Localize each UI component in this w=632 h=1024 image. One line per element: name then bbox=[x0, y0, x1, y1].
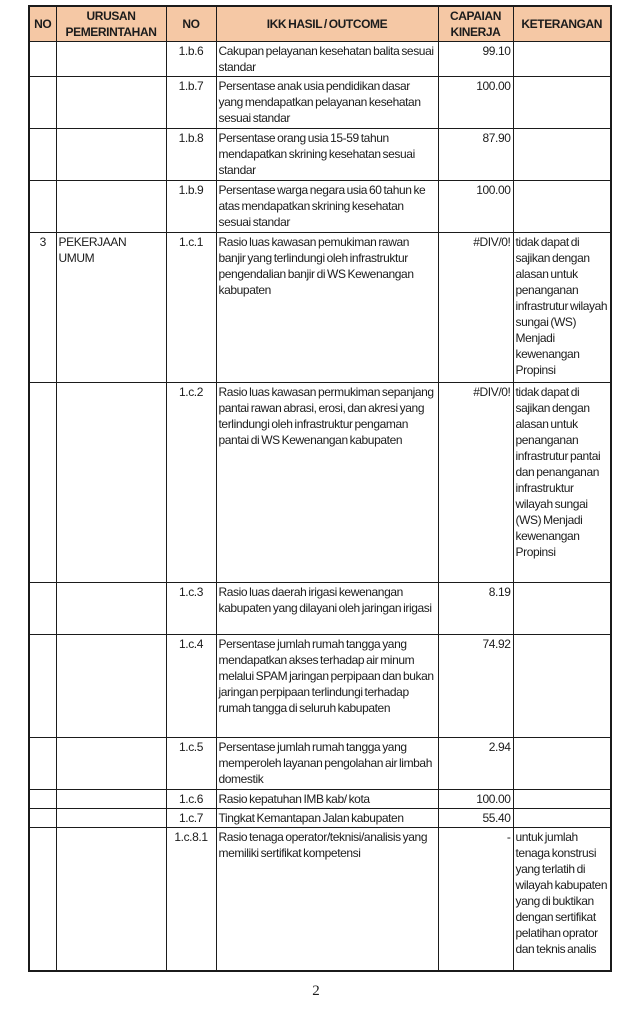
cell-urusan bbox=[56, 790, 166, 809]
cell-keterangan: untuk jumlah tenaga konstrusi yang terlatih di wilayah kabupaten yang di buktikan dengan sertifikat pelatihan oprator dan teknis analis bbox=[513, 828, 611, 971]
cell-urusan bbox=[56, 635, 166, 738]
cell-urusan bbox=[56, 77, 166, 129]
cell-urusan bbox=[56, 583, 166, 635]
column-header-capaian: CAPAIAN KINERJA bbox=[438, 6, 513, 42]
table-row bbox=[29, 790, 611, 809]
cell-ikk-no: 1.c.8.1 bbox=[166, 828, 216, 971]
cell-ikk-no: 1.b.6 bbox=[166, 42, 216, 77]
column-header-no2: NO bbox=[166, 6, 216, 42]
cell-capaian: 87.90 bbox=[438, 129, 513, 181]
cell-outcome: Persentase jumlah rumah tangga yang memperoleh layanan pengolahan air limbah domestik bbox=[216, 738, 438, 790]
ikk-table bbox=[28, 5, 612, 972]
table-row bbox=[29, 583, 611, 635]
cell-capaian: 8.19 bbox=[438, 583, 513, 635]
table-row bbox=[29, 738, 611, 790]
cell-keterangan bbox=[513, 583, 611, 635]
cell-outcome: Persentase jumlah rumah tangga yang mendapatkan akses terhadap air minum melalui SPAM jaringan perpipaan dan bukan jaringan perpipaan terlindungi terhadap rumah tangga di seluruh kabupaten bbox=[216, 635, 438, 738]
cell-outcome: Rasio tenaga operator/teknisi/analisis yang memiliki sertifikat kompetensi bbox=[216, 828, 438, 971]
cell-outcome: Persentase anak usia pendidikan dasar yang mendapatkan pelayanan kesehatan sesuai standar bbox=[216, 77, 438, 129]
cell-capaian: #DIV/0! bbox=[438, 233, 513, 383]
cell-ikk-no: 1.c.3 bbox=[166, 583, 216, 635]
cell-outcome: Rasio luas daerah irigasi kewenangan kabupaten yang dilayani oleh jaringan irigasi bbox=[216, 583, 438, 635]
cell-outcome: Rasio kepatuhan IMB kab/ kota bbox=[216, 790, 438, 809]
cell-ikk-no: 1.b.8 bbox=[166, 129, 216, 181]
cell-no bbox=[29, 181, 56, 233]
cell-no bbox=[29, 383, 56, 583]
cell-no bbox=[29, 583, 56, 635]
cell-capaian: 74.92 bbox=[438, 635, 513, 738]
cell-no bbox=[29, 42, 56, 77]
table-row bbox=[29, 233, 611, 383]
cell-outcome: Cakupan pelayanan kesehatan balita sesuai standar bbox=[216, 42, 438, 77]
cell-no bbox=[29, 738, 56, 790]
table-row bbox=[29, 635, 611, 738]
cell-outcome: Persentase orang usia 15-59 tahun mendapatkan skrining kesehatan sesuai standar bbox=[216, 129, 438, 181]
table-header-row bbox=[29, 6, 611, 42]
table-row bbox=[29, 828, 611, 971]
cell-outcome: Rasio luas kawasan permukiman sepanjang pantai rawan abrasi, erosi, dan akresi yang terlindungi oleh infrastruktur pengaman pantai di WS Kewenangan kabupaten bbox=[216, 383, 438, 583]
cell-urusan bbox=[56, 828, 166, 971]
cell-capaian: 100.00 bbox=[438, 77, 513, 129]
column-header-no1: NO bbox=[29, 6, 56, 42]
cell-keterangan bbox=[513, 181, 611, 233]
cell-urusan bbox=[56, 129, 166, 181]
cell-keterangan bbox=[513, 809, 611, 828]
column-header-outcome: IKK HASIL / OUTCOME bbox=[216, 6, 438, 42]
table-row bbox=[29, 181, 611, 233]
cell-ikk-no: 1.c.4 bbox=[166, 635, 216, 738]
cell-no bbox=[29, 77, 56, 129]
column-header-keterangan: KETERANGAN bbox=[513, 6, 611, 42]
cell-keterangan bbox=[513, 42, 611, 77]
cell-keterangan: tidak dapat di sajikan dengan alasan untuk penanganan infrastrutur wilayah sungai (WS) Menjadi kewenangan Propinsi bbox=[513, 233, 611, 383]
cell-outcome: Persentase warga negara usia 60 tahun ke atas mendapatkan skrining kesehatan sesuai standar bbox=[216, 181, 438, 233]
cell-ikk-no: 1.b.9 bbox=[166, 181, 216, 233]
column-header-urusan: URUSAN PEMERINTAHAN bbox=[56, 6, 166, 42]
cell-keterangan bbox=[513, 738, 611, 790]
cell-no bbox=[29, 828, 56, 971]
cell-capaian: 100.00 bbox=[438, 181, 513, 233]
cell-urusan bbox=[56, 738, 166, 790]
cell-no bbox=[29, 129, 56, 181]
cell-ikk-no: 1.c.5 bbox=[166, 738, 216, 790]
cell-ikk-no: 1.c.1 bbox=[166, 233, 216, 383]
cell-urusan bbox=[56, 42, 166, 77]
table-row bbox=[29, 129, 611, 181]
cell-urusan: PEKERJAAN UMUM bbox=[56, 233, 166, 383]
cell-urusan bbox=[56, 383, 166, 583]
cell-capaian: 2.94 bbox=[438, 738, 513, 790]
cell-no: 3 bbox=[29, 233, 56, 383]
cell-capaian: #DIV/0! bbox=[438, 383, 513, 583]
cell-outcome: Rasio luas kawasan pemukiman rawan banjir yang terlindungi oleh infrastruktur pengendalian banjir di WS Kewenangan kabupaten bbox=[216, 233, 438, 383]
cell-urusan bbox=[56, 181, 166, 233]
cell-capaian: 99.10 bbox=[438, 42, 513, 77]
cell-keterangan: tidak dapat di sajikan dengan alasan untuk penanganan infrastrutur pantai dan penanganan infrastruktur wilayah sungai (WS) Menjadi kewenangan Propinsi bbox=[513, 383, 611, 583]
cell-keterangan bbox=[513, 129, 611, 181]
table-row bbox=[29, 42, 611, 77]
cell-capaian: 100.00 bbox=[438, 790, 513, 809]
page-number: 2 bbox=[312, 983, 320, 999]
cell-keterangan bbox=[513, 635, 611, 738]
cell-no bbox=[29, 790, 56, 809]
cell-ikk-no: 1.c.2 bbox=[166, 383, 216, 583]
cell-keterangan bbox=[513, 77, 611, 129]
cell-keterangan bbox=[513, 790, 611, 809]
cell-ikk-no: 1.b.7 bbox=[166, 77, 216, 129]
cell-capaian: 55.40 bbox=[438, 809, 513, 828]
cell-urusan bbox=[56, 809, 166, 828]
table-row bbox=[29, 77, 611, 129]
table-row bbox=[29, 809, 611, 828]
cell-ikk-no: 1.c.6 bbox=[166, 790, 216, 809]
cell-capaian: - bbox=[438, 828, 513, 971]
cell-ikk-no: 1.c.7 bbox=[166, 809, 216, 828]
cell-no bbox=[29, 809, 56, 828]
cell-outcome: Tingkat Kemantapan Jalan kabupaten bbox=[216, 809, 438, 828]
cell-no bbox=[29, 635, 56, 738]
table-row bbox=[29, 383, 611, 583]
